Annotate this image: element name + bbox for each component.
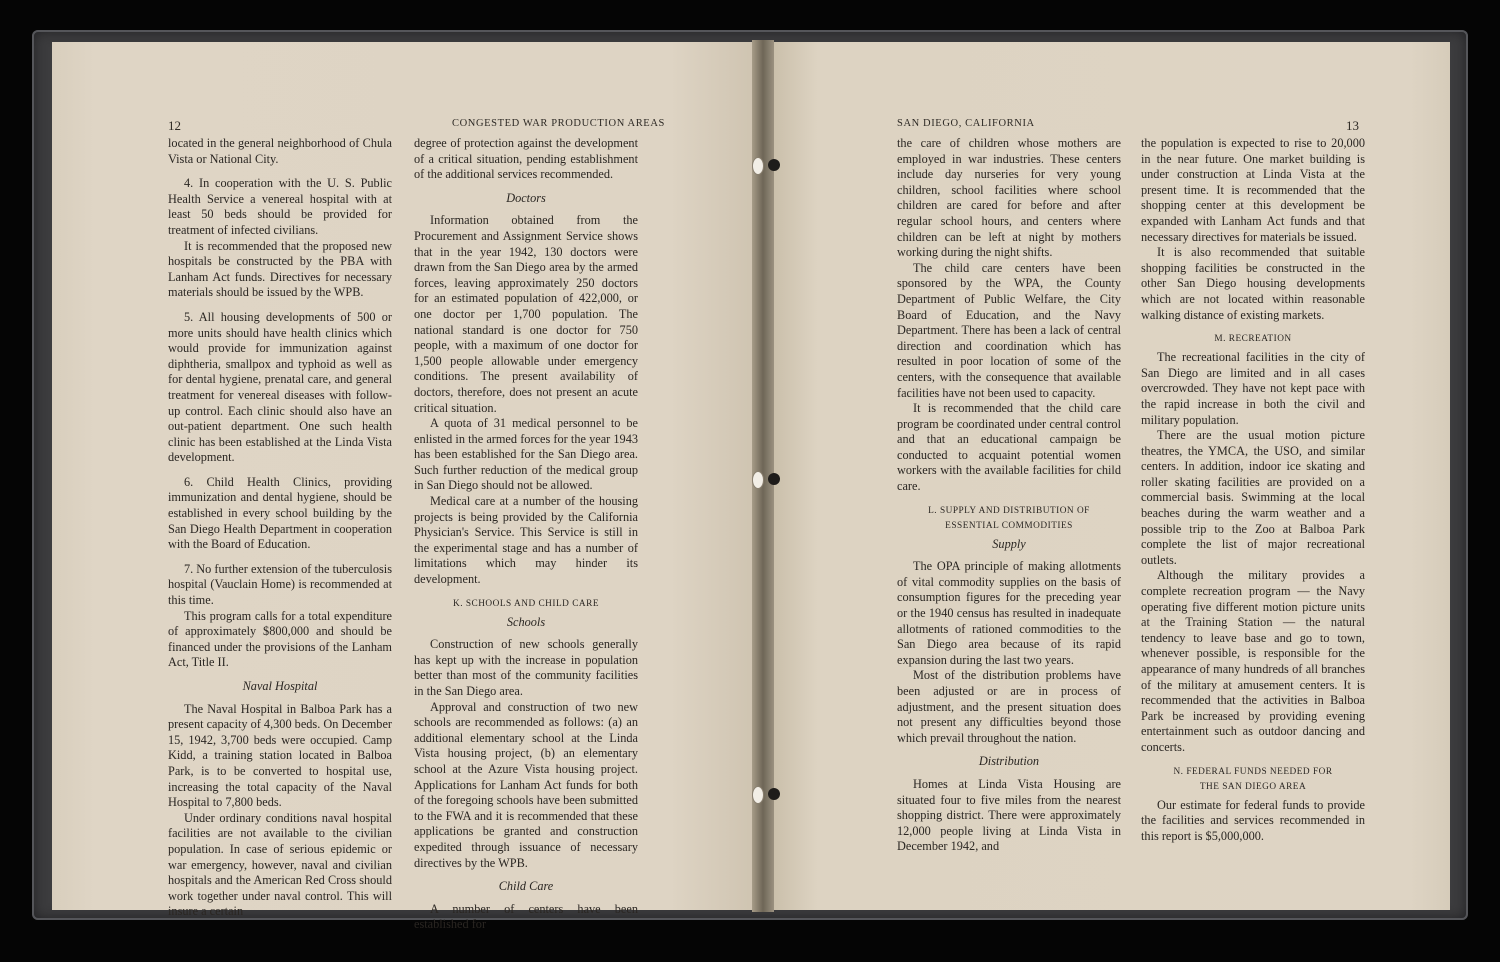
paragraph: Homes at Linda Vista Housing are situated four to five miles from the nearest shopping district. There were approximately 12,000 people living at Linda Vista in December 1942, and: [897, 776, 1121, 854]
section-title: L. SUPPLY AND DISTRIBUTION OF: [928, 505, 1090, 516]
section-title: THE SAN DIEGO AREA: [1199, 781, 1307, 792]
paragraph: Under ordinary conditions naval hospital facilities are not available to the civilian population. In case of serious epidemic or war emergency, however, naval and civilian hospitals and the American Red Cross should work together under naval control. This will insure a certain: [168, 810, 392, 919]
binder-ring-top: [752, 157, 764, 175]
left-page-number: 12: [168, 118, 181, 133]
paragraph: 5. All housing developments of 500 or more units should have health clinics which would provide for immunization against diphtheria, smallpox and typhoid as well as for dental hygiene, prenatal care, and general treatment for venereal diseases with follow-up control. Each clinic should also have an out-patient department. One such health clinic has been established at the Linda Vista development.: [168, 309, 392, 465]
paragraph: Approval and construction of two new schools are recommended as follows: (a) an additional elementary school at the Linda Vista housing project, (b) an elementary school at the Azure Vista housing project. Applications for Lanham Act funds for both of the foregoing schools have been submitted to the FWA and it is recommended that these applications be granted and construction expedited through issuance of necessary directives by the WPB.: [414, 699, 638, 870]
section-title: N. FEDERAL FUNDS NEEDED FOR: [1173, 766, 1333, 777]
paragraph: The Naval Hospital in Balboa Park has a present capacity of 4,300 beds. On December 15, 1942, 3,700 beds were occupied. Camp Kidd, a training station located in Balboa Park, is to be converted to hospital use, increasing the total capacity of the Naval Hospital to 7,800 beds.: [168, 701, 392, 810]
paragraph: 7. No further extension of the tuberculosis hospital (Vauclain Home) is recommended at this time.: [168, 561, 392, 608]
section-heading: Schools: [506, 614, 546, 629]
paragraph: The child care centers have been sponsored by the WPA, the County Department of Public Welfare, the City Board of Education, and the Navy Department. There has been a lack of central direction and coordination which has resulted in poor location of some of the centers, with the consequence that available facilities have not been used to capacity.: [897, 260, 1121, 400]
paragraph: It is recommended that the child care program be coordinated under central control and that an educational campaign be conducted to acquaint potential women workers with the available facilities for child care.: [897, 401, 1121, 494]
paragraph: It is also recommended that suitable shopping facilities be constructed in the other San Diego housing developments which are not located within reasonable walking distance of existing markets.: [1141, 245, 1365, 322]
section-heading: Naval Hospital: [242, 679, 318, 693]
section-title: ESSENTIAL COMMODITIES: [945, 520, 1073, 531]
left-running-header: CONGESTED WAR PRODUCTION AREAS: [452, 118, 665, 129]
section-title: M. RECREATION: [1214, 334, 1292, 345]
paragraph: The recreational facilities in the city of San Diego are limited and in all cases overcrowded. They have not kept pace with the rapid increase in both the civil and military population.: [1141, 350, 1365, 427]
paragraph: Most of the distribution problems have been adjusted or are in process of adjustment, and the present situation does not present any difficulties beyond those which prevail throughout the nation.: [897, 668, 1121, 745]
right-page-column-2: [1141, 136, 1365, 844]
paragraph: It is recommended that the proposed new hospitals be constructed by the PBA with Lanham Act funds. Directives for necessary materials should be issued by the WPB.: [168, 238, 392, 300]
paragraph: Our estimate for federal funds to provide the facilities and services recommended in this report is $5,000,000.: [1141, 797, 1365, 843]
paragraph: Information obtained from the Procurement and Assignment Service shows that in the year 1942, 130 doctors were drawn from the San Diego area by the armed forces, leaving approximately 250 doctors for an estimated population of 422,000, or one doctor per 1,700 population. The national standard is one doctor for 750 people, with a maximum of one doctor for 1,500 people allowable under emergency conditions. The present availability of doctors, therefore, does not present an acute critical situation.: [414, 213, 638, 415]
right-page-column-1: [897, 136, 1121, 855]
punch-hole-top: [768, 159, 780, 171]
right-running-header: SAN DIEGO, CALIFORNIA: [897, 118, 1035, 129]
left-page-column-1: [168, 136, 392, 920]
paragraph: the population is expected to rise to 20,000 in the near future. One market building is under construction at Linda Vista at the present time. It is recommended that the shopping center at this development be expanded with Lanham Act funds and that necessary directives for materials be issued.: [1141, 136, 1365, 244]
binder-ring-bottom: [752, 786, 764, 804]
paragraph: 6. Child Health Clinics, providing immunization and dental hygiene, should be established in every school building by the San Diego Health Department in cooperation with the Board of Education.: [168, 474, 392, 552]
right-page-number: 13: [1346, 118, 1359, 133]
binder-ring-middle: [752, 471, 764, 489]
section-heading: Distribution: [978, 754, 1040, 769]
section-heading: Supply: [992, 536, 1026, 551]
paragraph: A quota of 31 medical personnel to be enlisted in the armed forces for the year 1943 has been established for the San Diego area. Such further reduction of the medical group in San Diego should not be allowed.: [414, 416, 638, 493]
punch-hole-middle: [768, 473, 780, 485]
paragraph: degree of protection against the development of a critical situation, pending establishment of the additional services recommended.: [414, 136, 638, 182]
paragraph: the care of children whose mothers are employed in war industries. These centers include day nurseries for very young children, school facilities where school children are cared for before and after regular school hours, and centers where children can be left at night by mothers working during the night shifts.: [897, 136, 1121, 260]
paragraph: Although the military provides a complete recreation program — the Navy operating five different motion picture units at the Training Station — the natural tendency to leave base and go to town, whenever possible, is responsible for the appearance of many hundreds of all branches of the military at amusement centers. It is recommended that the activities in Balboa Park be increased by providing evening entertainment such as outdoor dancing and concerts.: [1141, 568, 1365, 754]
section-heading: Doctors: [506, 190, 546, 205]
paragraph: 4. In cooperation with the U. S. Public Health Service a venereal hospital with at least 50 beds should be provided for treatment of infected civilians.: [168, 176, 392, 237]
paragraph: Medical care at a number of the housing projects is being provided by the California Physician's Service. This Service is still in the experimental stage and has a number of limitations which may hinder its development.: [414, 494, 638, 587]
left-page-column-2: [414, 136, 638, 933]
paragraph: The OPA principle of making allotments of vital commodity supplies on the basis of consumption figures for the preceding year or the 1940 census has resulted in inadequate allotments of rationed commodities to the San Diego area because of its rapid expansion during the last two years.: [897, 559, 1121, 667]
paragraph: Construction of new schools generally has kept up with the increase in population better than most of the community facilities in the San Diego area.: [414, 637, 638, 698]
paragraph: There are the usual motion picture theatres, the YMCA, the USO, and similar centers. In addition, indoor ice skating and roller skating facilities are provided on a commercial basis. Swimming at the local beaches during the warm weather and a possible trip to the Zoo at Balboa Park complete the list of major recreational outlets.: [1141, 428, 1365, 567]
paragraph: located in the general neighborhood of Chula Vista or National City.: [168, 136, 392, 166]
punch-hole-bottom: [768, 788, 780, 800]
section-heading: Child Care: [498, 879, 554, 894]
section-title: K. SCHOOLS AND CHILD CARE: [452, 598, 600, 609]
left-page: [52, 42, 754, 910]
paragraph: A number of centers have been established for: [414, 901, 638, 932]
paragraph: This program calls for a total expenditure of approximately $800,000 and should be financed under the provisions of the Lanham Act, Title II.: [168, 608, 392, 670]
